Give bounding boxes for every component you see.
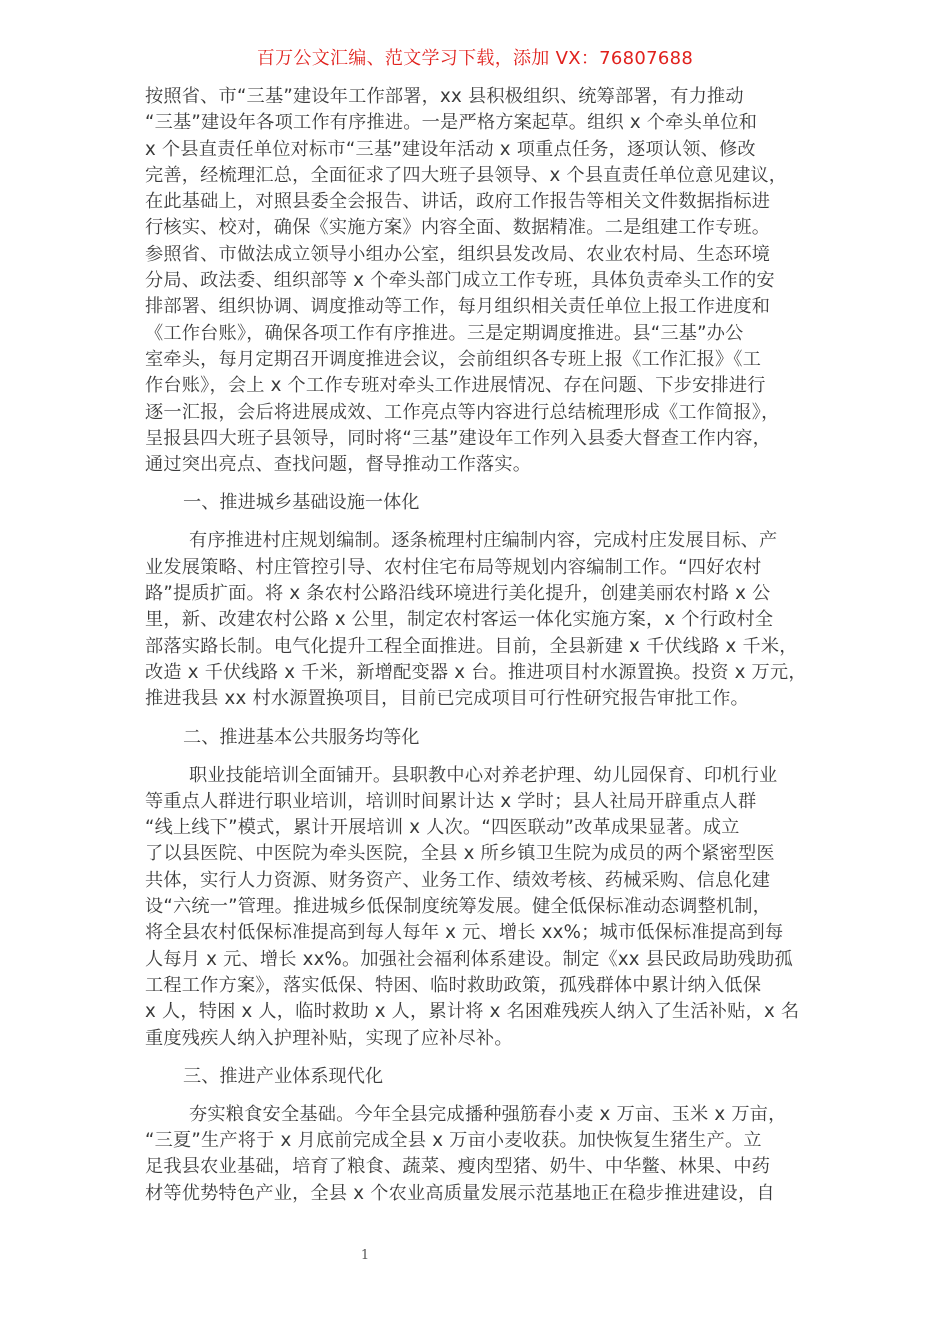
- text-line: 工程工作方案》，落实低保、特困、临时救助政策，孤残群体中累计纳入低保: [145, 974, 762, 996]
- paragraph-gap: [145, 713, 815, 725]
- paragraph-gap: [145, 1052, 815, 1064]
- text-line: x 人，特困 x 人，临时救助 x 人，累计将 x 名困难残疾人纳入了生活补贴，x 名: [145, 1001, 800, 1023]
- text-line: 有序推进村庄规划编制。逐条梳理村庄编制内容，完成村庄发展目标、产: [189, 530, 778, 552]
- text-line: 重度残疾人纳入护理补贴，实现了应补尽补。: [145, 1027, 513, 1049]
- text-line: 材等优势特色产业，全县 x 个农业高质量发展示范基地正在稳步推进建设，自: [145, 1182, 775, 1204]
- section-heading: 一、推进城乡基础设施一体化: [183, 492, 420, 514]
- intro-paragraph: [145, 84, 815, 478]
- text-line: x 个县直责任单位对标市“三基”建设年活动 x 项重点任务，逐项认领、修改: [145, 138, 756, 160]
- section-1: [145, 490, 815, 712]
- text-line: 部落实路长制。电气化提升工程全面推进。目前，全县新建 x 千伏线路 x 千米，: [145, 635, 798, 657]
- section-heading: 三、推进产业体系现代化: [183, 1065, 384, 1087]
- text-line: 路”提质扩面。将 x 条农村公路沿线环境进行美化提升，创建美丽农村路 x 公: [145, 583, 771, 605]
- text-line: 排部署、组织协调、调度推动等工作，每月组织相关责任单位上报工作进度和: [145, 296, 771, 318]
- section-heading: 二、推进基本公共服务均等化: [183, 726, 420, 748]
- text-line: 职业技能培训全面铺开。县职教中心对养老护理、幼儿园保育、印机行业: [189, 764, 778, 786]
- text-line: “三夏”生产将于 x 月底前完成全县 x 万亩小麦收获。加快恢复生猪生产。立: [145, 1130, 762, 1152]
- text-line: 行核实、校对，确保《实施方案》内容全面、数据精准。二是组建工作专班。: [145, 217, 771, 239]
- page-number: 1: [360, 1248, 370, 1263]
- text-line: 了以县医院、中医院为牵头医院，全县 x 所乡镇卫生院为成员的两个紧密型医: [145, 843, 775, 865]
- promo-banner: 百万公文汇编、范文学习下载，添加 VX：76807688: [256, 48, 694, 69]
- text-line: 推进我县 xx 村水源置换项目，目前已完成项目可行性研究报告审批工作。: [145, 688, 749, 710]
- section-2: [145, 725, 815, 1052]
- text-line: 完善，经梳理汇总，全面征求了四大班子县领导、x 个县直责任单位意见建议，: [145, 164, 788, 186]
- text-line: 在此基础上，对照县委全会报告、讲话，政府工作报告等相关文件数据指标进: [145, 191, 771, 213]
- text-line: 共体，实行人力资源、财务资产、业务工作、绩效考核、药械采购、信息化建: [145, 869, 771, 891]
- text-line: 人每月 x 元、增长 xx%。加强社会福利体系建设。制定《xx 县民政局助残助孤: [145, 948, 793, 970]
- text-line: 逐一汇报，会后将进展成效、工作亮点等内容进行总结梳理形成《工作简报》，: [145, 401, 780, 423]
- text-line: “三基”建设年各项工作有序推进。一是严格方案起草。组织 x 个牵头单位和: [145, 112, 758, 134]
- text-line: 呈报县四大班子县领导，同时将“三基”建设年工作列入县委大督查工作内容，: [145, 427, 772, 449]
- text-line: 参照省、市做法成立领导小组办公室，组织县发改局、农业农村局、生态环境: [145, 243, 771, 265]
- text-line: 《工作台账》，确保各项工作有序推进。三是定期调度推进。县“三基”办公: [145, 322, 744, 344]
- text-line: 设“六统一”管理。推进城乡低保制度统筹发展。健全低保标准动态调整机制，: [145, 896, 772, 918]
- text-line: 里，新、改建农村公路 x 公里，制定农村客运一体化实施方案，x 个行政村全: [145, 609, 774, 631]
- text-line: 等重点人群进行职业培训，培训时间累计达 x 学时；县人社局开辟重点人群: [145, 790, 757, 812]
- document-body: [145, 84, 815, 1207]
- text-line: 分局、政法委、组织部等 x 个牵头部门成立工作专班，具体负责牵头工作的安: [145, 270, 775, 292]
- text-line: 通过突出亮点、查找问题，督导推动工作落实。: [145, 454, 532, 476]
- text-line: 按照省、市“三基”建设年工作部署，xx 县积极组织、统筹部署，有力推动: [145, 86, 744, 107]
- text-line: 业发展策略、村庄管控引导、农村住宅布局等规划内容编制工作。“四好农村: [145, 556, 762, 578]
- text-line: 作台账》，会上 x 个工作专班对牵头工作进展情况、存在问题、下步安排进行: [145, 375, 766, 397]
- text-line: 改造 x 千伏线路 x 千米，新增配变器 x 台。推进项目村水源置换。投资 x 万元，: [145, 661, 807, 683]
- text-line: “线上线下”模式，累计开展培训 x 人次。“四医联动”改革成果显著。成立: [145, 817, 740, 839]
- section-3: [145, 1064, 815, 1207]
- text-line: 室牵头，每月定期召开调度推进会议，会前组织各专班上报《工作汇报》《工: [145, 348, 762, 370]
- text-line: 夯实粮食安全基础。今年全县完成播种强筋春小麦 x 万亩、玉米 x 万亩，: [189, 1103, 787, 1125]
- text-line: 将全县农村低保标准提高到每人每年 x 元、增长 xx%；城市低保标准提高到每: [145, 922, 784, 944]
- text-line: 足我县农业基础，培育了粮食、蔬菜、瘦肉型猪、奶牛、中华鳖、林果、中药: [145, 1156, 771, 1178]
- paragraph-gap: [145, 478, 815, 490]
